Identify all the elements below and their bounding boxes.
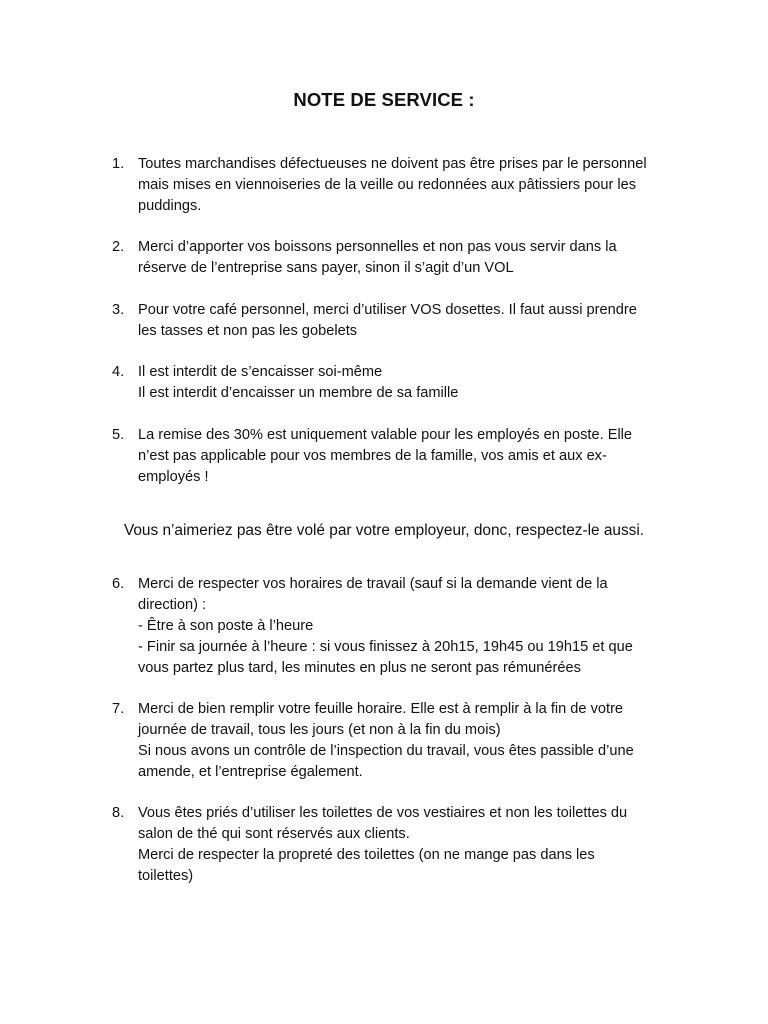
list-item-line: Si nous avons un contrôle de l’inspection du travail, vous êtes passible d’une bbox=[138, 743, 634, 759]
list-item-number: 4. bbox=[112, 364, 125, 380]
list-item-text bbox=[138, 300, 678, 342]
list-item-line: toilettes) bbox=[138, 868, 194, 884]
list-item-number: 3. bbox=[112, 302, 125, 318]
list-item-text bbox=[138, 425, 678, 488]
list-item-text bbox=[138, 154, 678, 217]
list-item-number: 8. bbox=[112, 805, 125, 821]
list-item-line: salon de thé qui sont réservés aux clients. bbox=[138, 826, 410, 842]
list-item-number: 5. bbox=[112, 427, 125, 443]
list-item-line: amende, et l’entreprise également. bbox=[138, 764, 363, 780]
list-item-line: Vous êtes priés d’utiliser les toilettes de vos vestiaires et non les toilettes du bbox=[138, 805, 628, 821]
list-item-text bbox=[138, 574, 678, 679]
statement-text: Vous n’aimeriez pas être volé par votre employeur, donc, respectez-le aussi. bbox=[123, 522, 645, 539]
list-item-line: Merci d’apporter vos boissons personnelles et non pas vous servir dans la bbox=[138, 239, 617, 255]
list-item-line: puddings. bbox=[138, 198, 202, 214]
list-item-line: n’est pas applicable pour vos membres de la famille, vos amis et aux ex- bbox=[138, 448, 607, 464]
list-item-line: La remise des 30% est uniquement valable pour les employés en poste. Elle bbox=[138, 427, 633, 443]
list-item-text bbox=[138, 362, 678, 404]
list-item-line: - Finir sa journée à l’heure : si vous finissez à 20h15, 19h45 ou 19h15 et que bbox=[138, 639, 633, 655]
list-item-line: Toutes marchandises défectueuses ne doivent pas être prises par le personnel bbox=[138, 156, 647, 172]
list-item-text bbox=[138, 237, 678, 279]
page-title: NOTE DE SERVICE : bbox=[293, 89, 475, 110]
list-item-line: Merci de respecter la propreté des toilettes (on ne mange pas dans les bbox=[138, 847, 595, 863]
list-item-line: direction) : bbox=[138, 597, 207, 613]
list-item-line: Il est interdit d’encaisser un membre de sa famille bbox=[138, 385, 459, 401]
list-item-number: 1. bbox=[112, 156, 125, 172]
list-item-line: mais mises en viennoiseries de la veille ou redonnées aux pâtissiers pour les bbox=[138, 177, 637, 193]
list-item-line: vous partez plus tard, les minutes en plus ne seront pas rémunérées bbox=[138, 660, 581, 676]
list-item-number: 2. bbox=[112, 239, 125, 255]
list-item-number: 7. bbox=[112, 701, 125, 717]
list-item-line: les tasses et non pas les gobelets bbox=[138, 323, 358, 339]
list-item-line: journée de travail, tous les jours (et non à la fin du mois) bbox=[138, 722, 501, 738]
list-item-line: - Être à son poste à l’heure bbox=[138, 618, 314, 634]
list-item-line: employés ! bbox=[138, 469, 209, 485]
list-item-text bbox=[138, 803, 678, 887]
list-item-line: Il est interdit de s’encaisser soi-même bbox=[138, 364, 383, 380]
list-item-line: Merci de bien remplir votre feuille horaire. Elle est à remplir à la fin de votre bbox=[138, 701, 624, 717]
list-item-line: Merci de respecter vos horaires de travail (sauf si la demande vient de la bbox=[138, 576, 608, 592]
list-item-line: réserve de l’entreprise sans payer, sinon il s’agit d’un VOL bbox=[138, 260, 514, 276]
list-item-text bbox=[138, 699, 678, 783]
list-item-number: 6. bbox=[112, 576, 125, 592]
list-item-line: Pour votre café personnel, merci d’utiliser VOS dosettes. Il faut aussi prendre bbox=[138, 302, 637, 318]
